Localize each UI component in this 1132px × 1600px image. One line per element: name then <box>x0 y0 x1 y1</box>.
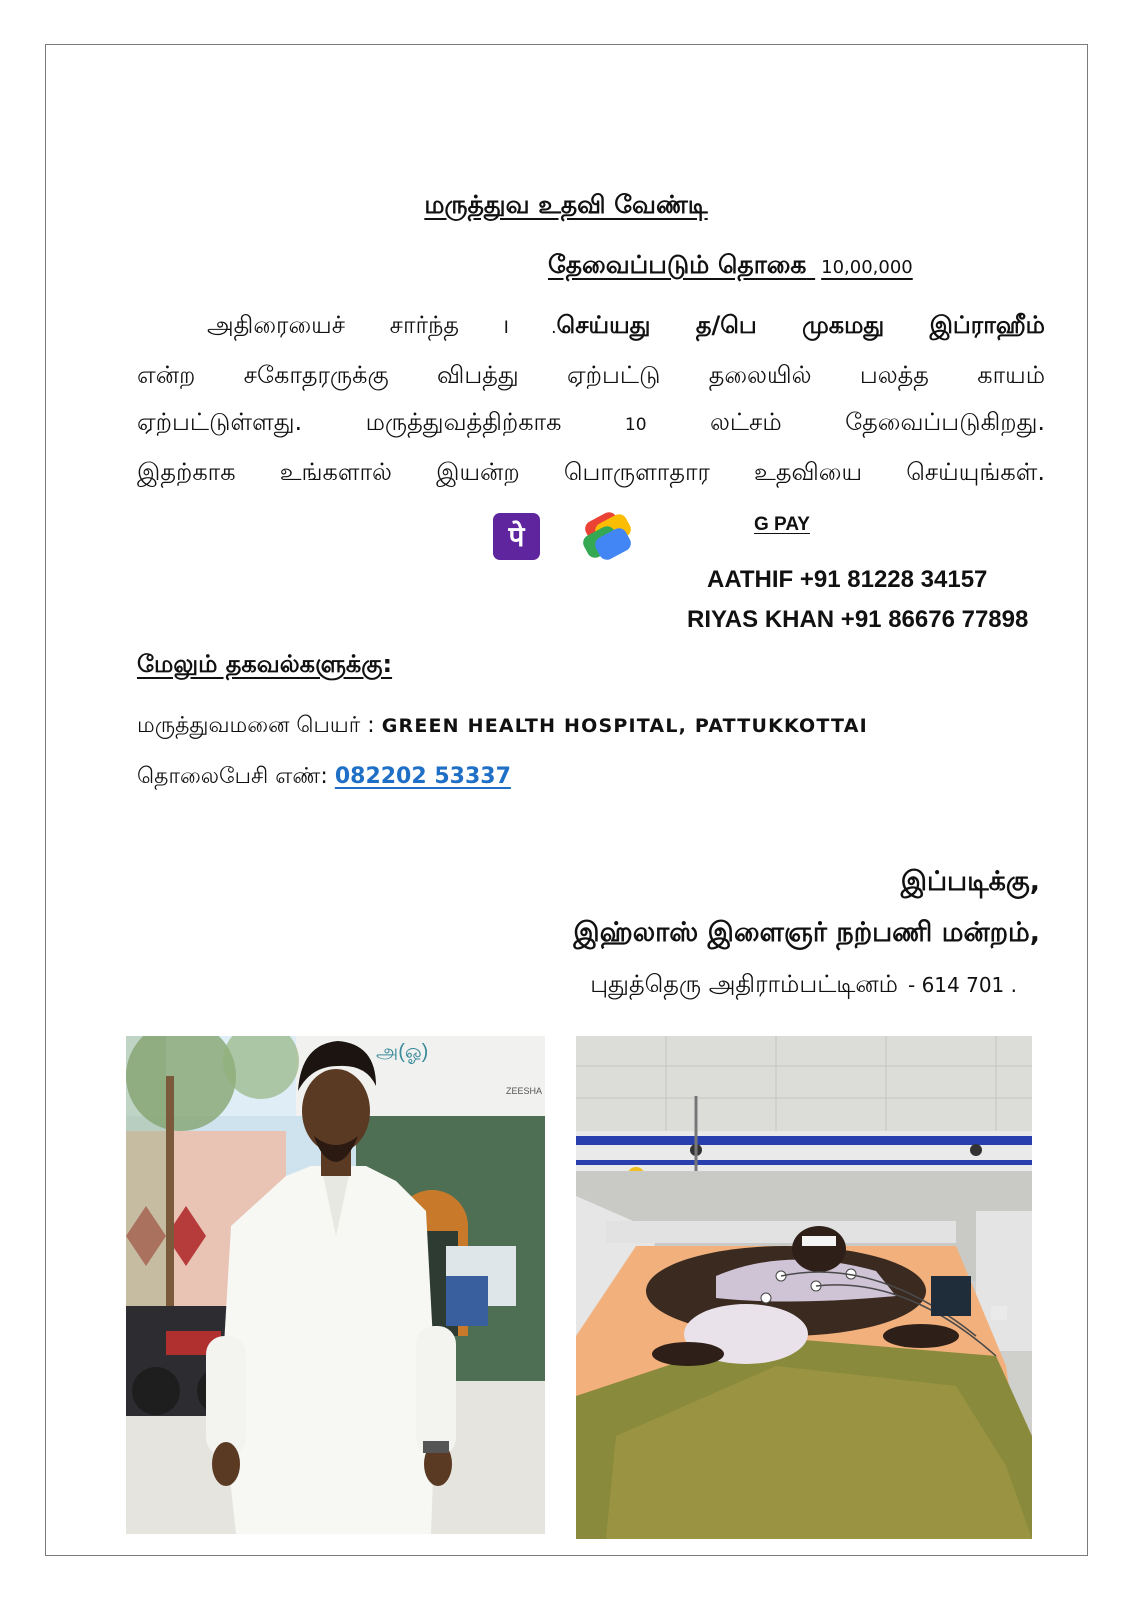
hospital-line <box>137 713 868 741</box>
paragraph-text: அதிரையைச் சார்ந்த <box>207 311 460 339</box>
paragraph-initial: I . <box>503 318 557 338</box>
signature-organization: இஹ்லாஸ் இளைஞர் நற்பணி மன்றம், <box>573 917 1040 948</box>
patient-photo <box>126 1036 545 1534</box>
paragraph-line-1 <box>137 302 1045 352</box>
hospital-name: GREEN HEALTH HOSPITAL, PATTUKKOTTAI <box>381 715 868 737</box>
hospital-separator: : <box>367 713 375 738</box>
more-info-heading: மேலும் தகவல்களுக்கு: <box>137 650 393 678</box>
phone-number-link[interactable]: 082202 53337 <box>334 764 511 789</box>
phone-label: தொலைபேசி எண்: <box>137 764 328 789</box>
required-amount <box>548 250 913 283</box>
paragraph-text: ஏற்பட்டுள்ளது. மருத்துவத்திற்காக <box>137 408 562 436</box>
address-text: புதுத்தெரு அதிராம்பட்டினம் <box>590 970 898 998</box>
google-pay-icon <box>576 508 642 566</box>
hospital-bed-photo <box>576 1036 1032 1539</box>
amount-label: தேவைப்படும் தொகை <box>548 250 807 279</box>
hospital-label: மருத்துவமனை பெயர் <box>137 713 361 738</box>
paragraph-text: லட்சம் தேவைப்படுகிறது. <box>710 408 1046 436</box>
gpay-contact-riyas: RIYAS KHAN +91 86676 77898 <box>687 606 1029 633</box>
shop-sign-text: அ(ஓ) <box>376 1041 429 1063</box>
patient-name: செய்யது த/பெ முகமது இப்ராஹீம் <box>556 311 1045 339</box>
page-title: மருத்துவ உதவி வேண்டி <box>424 190 708 219</box>
phonepe-icon: पे <box>493 513 540 560</box>
gpay-heading: G PAY <box>754 514 810 535</box>
paragraph-line-2: என்ற சகோதரருக்கு விபத்து ஏற்பட்டு தலையில் பலத்த காயம் <box>137 361 1045 389</box>
signature-address <box>590 970 1017 1001</box>
paragraph-line-3 <box>137 399 1045 449</box>
phone-line <box>137 764 511 792</box>
paragraph-amount: 10 <box>624 415 647 435</box>
paragraph-line-4: இதற்காக உங்களால் இயன்ற பொருளாதார உதவியை செய்யுங்கள். <box>137 458 1045 486</box>
appeal-paragraph <box>137 302 1045 496</box>
gpay-contact-aathif: AATHIF +91 81228 34157 <box>707 566 988 593</box>
shop-sign-subtext: ZEESHA <box>506 1086 543 1096</box>
amount-value: 10,00,000 <box>821 257 913 278</box>
signature-closing: இப்படிக்கு, <box>900 866 1040 897</box>
address-pincode: - 614 701 . <box>908 973 1017 997</box>
